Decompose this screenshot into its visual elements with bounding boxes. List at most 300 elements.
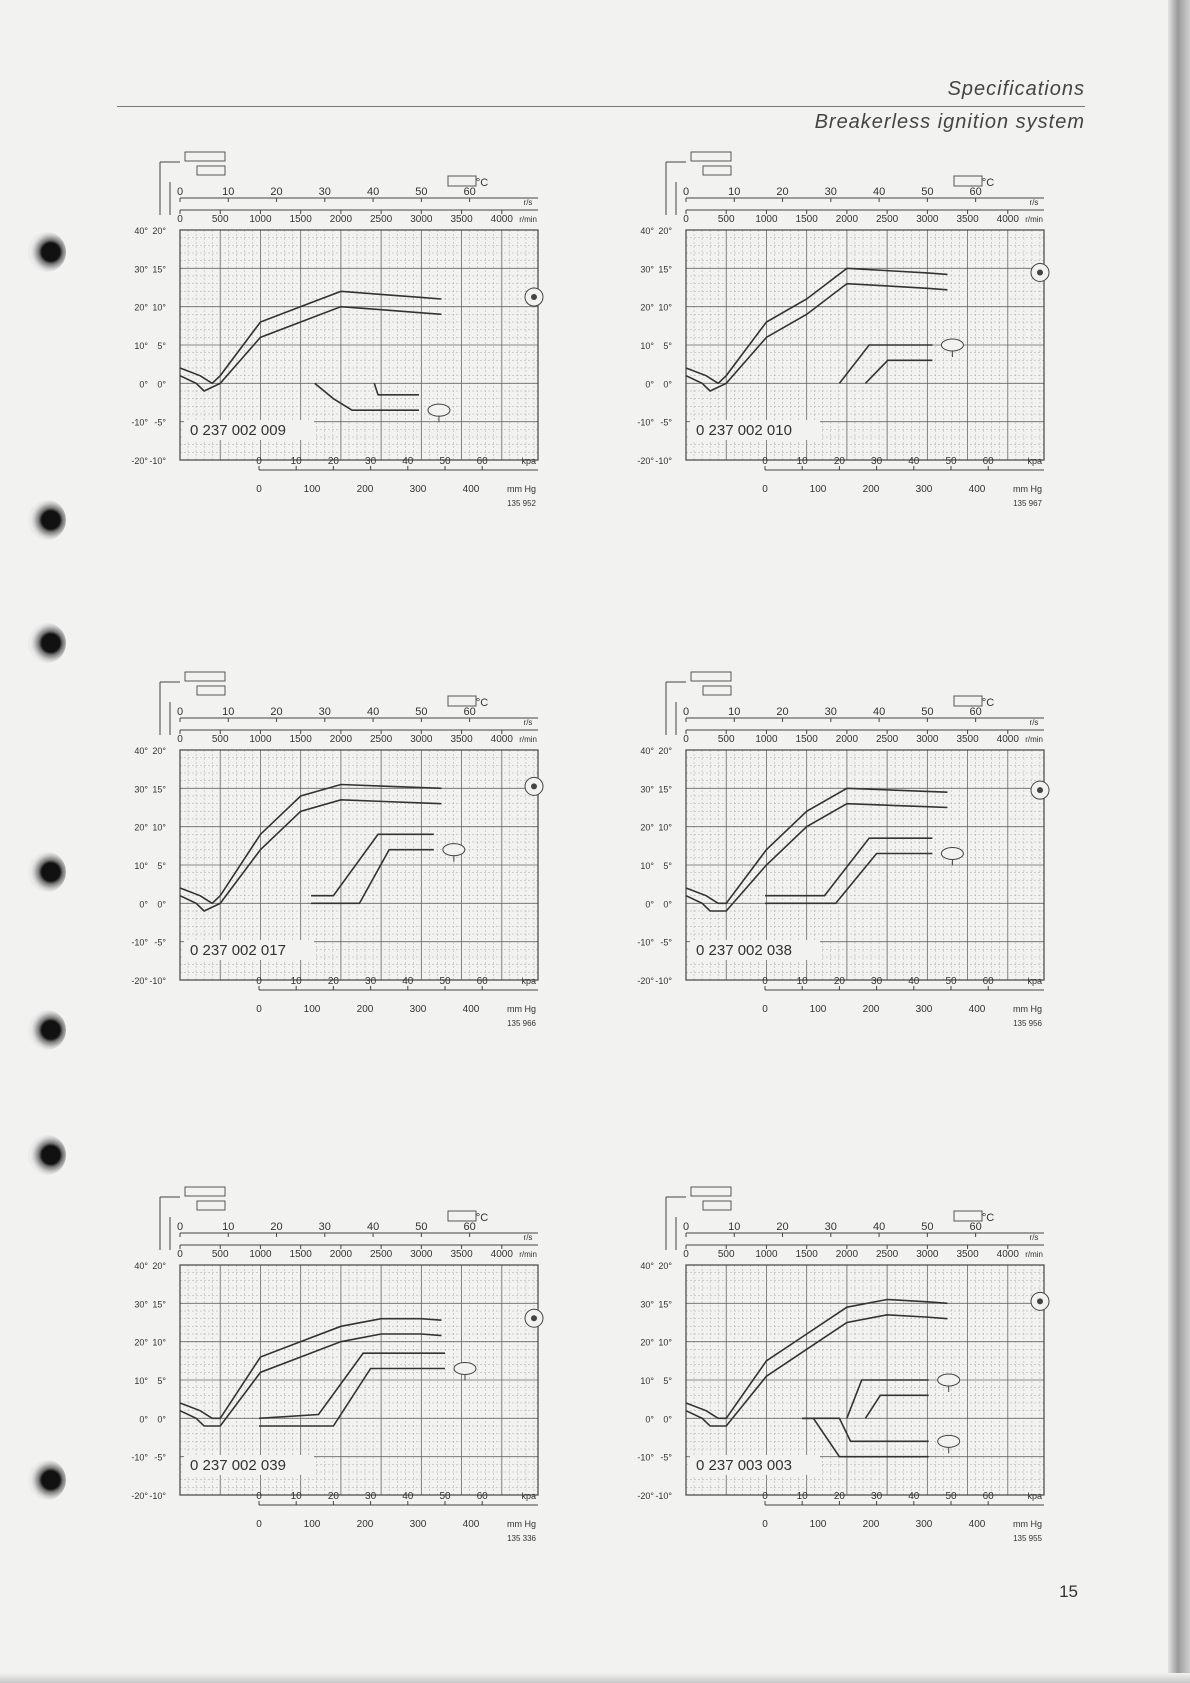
rpm-tick-label: 2500 bbox=[369, 1249, 393, 1260]
rpm-tick-label: 0 bbox=[683, 214, 689, 225]
rs-tick-label: 0 bbox=[682, 706, 690, 718]
rs-tick-label: 50 bbox=[921, 1221, 934, 1233]
rs-tick-label: 10 bbox=[728, 706, 741, 718]
kpa-tick-label: 50 bbox=[945, 456, 957, 467]
kpa-tick-label: 50 bbox=[439, 976, 451, 987]
rpm-tick-label: 4000 bbox=[996, 214, 1019, 225]
distributor-icon-base bbox=[197, 1201, 225, 1210]
rs-tick-label: 30 bbox=[824, 1221, 837, 1233]
rs-tick-label: 50 bbox=[921, 706, 934, 718]
crank-degree-label: 30° bbox=[640, 264, 654, 275]
mmhg-tick-label: 0 bbox=[762, 1519, 768, 1530]
rs-tick-label: 50 bbox=[415, 706, 428, 718]
advance-chart-2 bbox=[636, 150, 1056, 520]
centrifugal-weight-icon-hub bbox=[1037, 269, 1043, 275]
centrifugal-weight-icon-hub bbox=[1037, 1298, 1043, 1304]
distributor-degree-label: 20° bbox=[152, 1261, 166, 1271]
rpm-tick-label: 1500 bbox=[795, 734, 818, 745]
mmhg-unit-label: mm Hg bbox=[507, 484, 536, 494]
kpa-unit-label: kpa bbox=[1027, 976, 1042, 986]
centrifugal-curve bbox=[686, 1300, 947, 1419]
mmhg-unit-label: mm Hg bbox=[507, 1519, 536, 1529]
advance-chart-3 bbox=[130, 670, 550, 1040]
kpa-tick-label: 0 bbox=[256, 976, 262, 987]
rpm-tick-label: 0 bbox=[683, 734, 689, 745]
distributor-degree-label: -5° bbox=[660, 1452, 672, 1463]
rpm-tick-label: 1500 bbox=[795, 214, 818, 225]
distributor-icon bbox=[691, 1187, 731, 1210]
mmhg-unit-label: mm Hg bbox=[1013, 484, 1042, 494]
rpm-tick-label: 1000 bbox=[249, 734, 272, 745]
crank-degree-label: -20° bbox=[637, 1491, 654, 1501]
crank-degree-label: -10° bbox=[637, 1452, 654, 1463]
distributor-degree-label: 5° bbox=[663, 1376, 672, 1386]
rpm-tick-label: 2000 bbox=[835, 214, 859, 225]
mmhg-tick-label: 400 bbox=[462, 1004, 480, 1015]
kpa-tick-label: 10 bbox=[796, 976, 808, 987]
kpa-tick-label: 20 bbox=[833, 456, 845, 467]
rpm-tick-label: 500 bbox=[717, 1249, 735, 1260]
kpa-tick-label: 40 bbox=[908, 976, 920, 987]
engine-icon bbox=[448, 1211, 476, 1221]
rpm-tick-label: 500 bbox=[211, 1249, 229, 1260]
binder-hole-6 bbox=[28, 1135, 66, 1175]
mmhg-tick-label: 400 bbox=[968, 1004, 986, 1015]
degree-c-label: °C bbox=[981, 177, 995, 189]
distributor-degree-label: -5° bbox=[660, 937, 672, 948]
chart-ref-number: 135 336 bbox=[507, 1534, 536, 1543]
centrifugal-curve bbox=[686, 268, 947, 383]
part-number-label: 0 237 002 038 bbox=[696, 942, 792, 959]
mmhg-tick-label: 300 bbox=[915, 1004, 933, 1015]
header-rule bbox=[117, 106, 1085, 107]
engine-icon bbox=[448, 696, 476, 706]
rpm-tick-label: 3500 bbox=[450, 214, 473, 225]
distributor-degree-label: 5° bbox=[157, 341, 166, 351]
mmhg-tick-label: 400 bbox=[968, 1519, 986, 1530]
crank-degree-label: 0° bbox=[139, 1414, 148, 1425]
kpa-tick-label: 40 bbox=[908, 456, 920, 467]
crank-degree-label: 40° bbox=[134, 1261, 148, 1271]
rpm-tick-label: 3000 bbox=[916, 214, 939, 225]
crank-degree-label: 20° bbox=[640, 302, 654, 313]
centrifugal-curve bbox=[180, 800, 441, 911]
degree-c-label: °C bbox=[475, 697, 489, 709]
centrifugal-curve bbox=[180, 291, 441, 383]
crank-degree-label: 10° bbox=[134, 1376, 148, 1386]
distributor-degree-label: 10° bbox=[152, 1337, 166, 1348]
kpa-tick-label: 40 bbox=[402, 976, 414, 987]
rpm-tick-label: 2000 bbox=[329, 214, 353, 225]
crank-degree-label: 0° bbox=[645, 899, 654, 910]
mmhg-tick-label: 400 bbox=[462, 484, 480, 495]
crank-degree-label: 30° bbox=[134, 264, 148, 275]
rpm-tick-label: 2000 bbox=[329, 734, 353, 745]
rs-tick-label: 30 bbox=[824, 706, 837, 718]
vacuum-unit-icon-shape bbox=[443, 844, 465, 856]
distributor-degree-label: 0° bbox=[157, 899, 166, 910]
kpa-tick-label: 60 bbox=[476, 456, 488, 467]
centrifugal-weight-icon-hub bbox=[531, 1315, 537, 1321]
engine-icon-body bbox=[954, 696, 982, 706]
vacuum-unit-icon-shape bbox=[428, 404, 450, 416]
engine-icon-body bbox=[448, 176, 476, 186]
advance-chart-5 bbox=[130, 1185, 550, 1555]
mmhg-tick-label: 300 bbox=[409, 484, 427, 495]
distributor-degree-label: 10° bbox=[152, 302, 166, 313]
crank-degree-label: -10° bbox=[131, 417, 148, 428]
rpm-tick-label: 0 bbox=[177, 734, 183, 745]
crank-degree-label: 40° bbox=[640, 746, 654, 756]
rpm-tick-label: 2500 bbox=[369, 214, 393, 225]
rpm-unit-label: r/min bbox=[519, 735, 537, 744]
rpm-unit-label: r/min bbox=[519, 1250, 537, 1259]
mmhg-tick-label: 100 bbox=[303, 1519, 321, 1530]
rpm-tick-label: 3000 bbox=[410, 214, 433, 225]
rs-tick-label: 20 bbox=[776, 706, 789, 718]
mmhg-tick-label: 300 bbox=[409, 1519, 427, 1530]
distributor-icon-base bbox=[703, 686, 731, 695]
kpa-tick-label: 0 bbox=[256, 1491, 262, 1502]
rpm-tick-label: 1500 bbox=[289, 1249, 312, 1260]
distributor-icon-body bbox=[691, 152, 731, 161]
page-number: 15 bbox=[1059, 1582, 1078, 1601]
vacuum-unit-icon-shape bbox=[938, 1374, 960, 1386]
mmhg-tick-label: 0 bbox=[256, 1004, 262, 1015]
distributor-degree-label: -10° bbox=[149, 1491, 166, 1501]
distributor-degree-label: 5° bbox=[663, 861, 672, 871]
kpa-tick-label: 40 bbox=[402, 1491, 414, 1502]
rpm-tick-label: 2500 bbox=[875, 214, 899, 225]
distributor-degree-label: -10° bbox=[149, 976, 166, 986]
mmhg-unit-label: mm Hg bbox=[1013, 1519, 1042, 1529]
distributor-degree-label: 0° bbox=[663, 899, 672, 910]
engine-icon-body bbox=[448, 1211, 476, 1221]
rs-unit-label: r/s bbox=[1029, 718, 1039, 727]
kpa-tick-label: 50 bbox=[945, 1491, 957, 1502]
rpm-tick-label: 500 bbox=[717, 214, 735, 225]
rpm-tick-label: 1500 bbox=[289, 214, 312, 225]
vacuum-unit-icon-shape bbox=[941, 339, 963, 351]
engine-icon-body bbox=[954, 1211, 982, 1221]
degree-c-label: °C bbox=[475, 177, 489, 189]
kpa-tick-label: 0 bbox=[762, 456, 768, 467]
distributor-degree-label: 15° bbox=[658, 264, 672, 275]
kpa-tick-label: 40 bbox=[402, 456, 414, 467]
distributor-icon bbox=[185, 152, 225, 175]
rpm-tick-label: 2000 bbox=[835, 1249, 859, 1260]
rpm-tick-label: 500 bbox=[211, 734, 229, 745]
vacuum-unit-icon-shape bbox=[454, 1363, 476, 1375]
vacuum-curve bbox=[847, 1380, 929, 1418]
centrifugal-weight-icon bbox=[525, 1309, 543, 1327]
kpa-tick-label: 0 bbox=[256, 456, 262, 467]
kpa-tick-label: 50 bbox=[439, 1491, 451, 1502]
crank-degree-label: 30° bbox=[640, 1299, 654, 1310]
rs-unit-label: r/s bbox=[1029, 1233, 1039, 1242]
distributor-degree-label: 5° bbox=[157, 861, 166, 871]
rs-unit-label: r/s bbox=[523, 718, 533, 727]
rs-tick-label: 50 bbox=[415, 186, 428, 198]
crank-degree-label: -20° bbox=[131, 1491, 148, 1501]
rpm-tick-label: 2000 bbox=[835, 734, 859, 745]
rs-unit-label: r/s bbox=[1029, 198, 1039, 207]
distributor-degree-label: -10° bbox=[655, 1491, 672, 1501]
vacuum-unit-icon bbox=[454, 1363, 476, 1381]
mmhg-tick-label: 100 bbox=[303, 1004, 321, 1015]
distributor-degree-label: 0° bbox=[157, 379, 166, 390]
distributor-icon-body bbox=[185, 672, 225, 681]
vacuum-curve bbox=[802, 1418, 928, 1456]
rpm-tick-label: 2500 bbox=[875, 1249, 899, 1260]
vacuum-curve bbox=[865, 360, 932, 383]
centrifugal-weight-icon bbox=[1031, 263, 1049, 281]
distributor-degree-label: 20° bbox=[658, 1261, 672, 1271]
vacuum-curve bbox=[315, 383, 419, 410]
page-bottom-shadow bbox=[0, 1673, 1190, 1683]
mmhg-tick-label: 0 bbox=[256, 1519, 262, 1530]
chart-ref-number: 135 967 bbox=[1013, 499, 1042, 508]
binder-hole-2 bbox=[28, 500, 66, 540]
binder-hole-3 bbox=[28, 623, 66, 663]
crank-degree-label: 30° bbox=[640, 784, 654, 795]
crank-degree-label: 0° bbox=[139, 379, 148, 390]
centrifugal-weight-icon-hub bbox=[1037, 787, 1043, 793]
rpm-tick-label: 3000 bbox=[916, 1249, 939, 1260]
crank-degree-label: -10° bbox=[131, 937, 148, 948]
mmhg-tick-label: 100 bbox=[809, 1519, 827, 1530]
distributor-degree-label: 0° bbox=[157, 1414, 166, 1425]
distributor-degree-label: 10° bbox=[658, 302, 672, 313]
rs-tick-label: 60 bbox=[463, 1221, 476, 1233]
distributor-degree-label: -10° bbox=[655, 976, 672, 986]
distributor-icon bbox=[185, 1187, 225, 1210]
rs-tick-label: 10 bbox=[222, 1221, 235, 1233]
rs-tick-label: 10 bbox=[222, 706, 235, 718]
centrifugal-weight-icon bbox=[525, 777, 543, 795]
part-number-label: 0 237 002 017 bbox=[190, 942, 286, 959]
part-number-label: 0 237 002 009 bbox=[190, 422, 286, 439]
crank-degree-label: 30° bbox=[134, 1299, 148, 1310]
kpa-tick-label: 30 bbox=[871, 976, 883, 987]
kpa-tick-label: 30 bbox=[871, 456, 883, 467]
rpm-tick-label: 4000 bbox=[490, 734, 513, 745]
mmhg-tick-label: 200 bbox=[862, 1004, 880, 1015]
rs-tick-label: 0 bbox=[176, 1221, 184, 1233]
kpa-tick-label: 30 bbox=[365, 456, 377, 467]
crank-degree-label: 10° bbox=[134, 861, 148, 871]
distributor-degree-label: 0° bbox=[663, 379, 672, 390]
crank-degree-label: 40° bbox=[640, 226, 654, 236]
mmhg-tick-label: 200 bbox=[356, 484, 374, 495]
rs-tick-label: 10 bbox=[222, 186, 235, 198]
kpa-tick-label: 20 bbox=[327, 976, 339, 987]
rs-tick-label: 50 bbox=[415, 1221, 428, 1233]
distributor-degree-label: -5° bbox=[154, 417, 166, 428]
mmhg-tick-label: 0 bbox=[762, 484, 768, 495]
mmhg-unit-label: mm Hg bbox=[1013, 1004, 1042, 1014]
crank-degree-label: 0° bbox=[645, 1414, 654, 1425]
kpa-tick-label: 0 bbox=[762, 976, 768, 987]
vacuum-unit-icon bbox=[428, 404, 450, 422]
crank-degree-label: 20° bbox=[640, 822, 654, 833]
mmhg-unit-label: mm Hg bbox=[507, 1004, 536, 1014]
crank-degree-label: 20° bbox=[134, 302, 148, 313]
distributor-degree-label: 15° bbox=[152, 784, 166, 795]
mmhg-tick-label: 300 bbox=[409, 1004, 427, 1015]
rs-unit-label: r/s bbox=[523, 1233, 533, 1242]
crank-degree-label: 10° bbox=[640, 861, 654, 871]
distributor-degree-label: 20° bbox=[152, 226, 166, 236]
rs-tick-label: 60 bbox=[463, 706, 476, 718]
mmhg-tick-label: 200 bbox=[356, 1004, 374, 1015]
mmhg-tick-label: 300 bbox=[915, 1519, 933, 1530]
vacuum-unit-icon bbox=[941, 339, 963, 357]
vacuum-unit-icon bbox=[938, 1374, 960, 1392]
kpa-unit-label: kpa bbox=[1027, 456, 1042, 466]
rs-tick-label: 50 bbox=[921, 186, 934, 198]
binder-hole-5 bbox=[28, 1010, 66, 1050]
vacuum-unit-icon bbox=[938, 1435, 960, 1453]
kpa-tick-label: 10 bbox=[290, 456, 302, 467]
distributor-degree-label: 5° bbox=[663, 341, 672, 351]
binder-hole-4 bbox=[28, 852, 66, 892]
vacuum-unit-icon-shape bbox=[941, 848, 963, 860]
distributor-icon-body bbox=[185, 1187, 225, 1196]
rs-tick-label: 10 bbox=[728, 186, 741, 198]
engine-icon bbox=[954, 696, 982, 706]
distributor-icon-base bbox=[197, 166, 225, 175]
degree-c-label: °C bbox=[981, 697, 995, 709]
rpm-tick-label: 3000 bbox=[410, 734, 433, 745]
rs-tick-label: 40 bbox=[366, 706, 380, 718]
rs-tick-label: 20 bbox=[776, 186, 789, 198]
crank-degree-label: 10° bbox=[134, 341, 148, 351]
distributor-icon-body bbox=[185, 152, 225, 161]
rs-tick-label: 40 bbox=[366, 186, 380, 198]
distributor-degree-label: 20° bbox=[152, 746, 166, 756]
rpm-tick-label: 1000 bbox=[755, 1249, 778, 1260]
centrifugal-weight-icon bbox=[525, 288, 543, 306]
kpa-tick-label: 50 bbox=[945, 976, 957, 987]
centrifugal-weight-icon-hub bbox=[531, 294, 537, 300]
rpm-tick-label: 4000 bbox=[996, 734, 1019, 745]
rpm-tick-label: 1500 bbox=[289, 734, 312, 745]
kpa-unit-label: kpa bbox=[521, 456, 536, 466]
rpm-tick-label: 4000 bbox=[490, 214, 513, 225]
rs-tick-label: 0 bbox=[682, 1221, 690, 1233]
distributor-degree-label: 15° bbox=[152, 1299, 166, 1310]
binder-hole-1 bbox=[28, 232, 66, 272]
kpa-tick-label: 10 bbox=[796, 456, 808, 467]
crank-degree-label: 0° bbox=[139, 899, 148, 910]
crank-degree-label: -20° bbox=[637, 456, 654, 466]
mmhg-tick-label: 300 bbox=[915, 484, 933, 495]
centrifugal-weight-icon bbox=[1031, 1292, 1049, 1310]
distributor-icon-body bbox=[691, 672, 731, 681]
advance-chart-4 bbox=[636, 670, 1056, 1040]
page-subtitle: Breakerless ignition system bbox=[814, 111, 1085, 133]
rs-tick-label: 40 bbox=[872, 1221, 886, 1233]
rpm-tick-label: 3500 bbox=[450, 734, 473, 745]
rpm-tick-label: 3500 bbox=[450, 1249, 473, 1260]
crank-degree-label: 10° bbox=[640, 341, 654, 351]
rs-tick-label: 40 bbox=[872, 706, 886, 718]
rs-tick-label: 0 bbox=[682, 186, 690, 198]
kpa-tick-label: 20 bbox=[833, 976, 845, 987]
rs-tick-label: 0 bbox=[176, 186, 184, 198]
distributor-degree-label: 10° bbox=[152, 822, 166, 833]
distributor-degree-label: 20° bbox=[658, 226, 672, 236]
advance-chart-6 bbox=[636, 1185, 1056, 1555]
rpm-tick-label: 1000 bbox=[249, 214, 272, 225]
vacuum-curve bbox=[259, 1369, 445, 1427]
rpm-tick-label: 0 bbox=[683, 1249, 689, 1260]
crank-degree-label: 40° bbox=[134, 746, 148, 756]
chart-ref-number: 135 966 bbox=[507, 1019, 536, 1028]
kpa-tick-label: 0 bbox=[762, 1491, 768, 1502]
distributor-degree-label: 10° bbox=[658, 1337, 672, 1348]
rpm-tick-label: 3500 bbox=[956, 734, 979, 745]
page-edge-shadow bbox=[1168, 0, 1190, 1683]
rs-tick-label: 60 bbox=[463, 186, 476, 198]
centrifugal-weight-icon bbox=[1031, 781, 1049, 799]
rs-tick-label: 30 bbox=[318, 1221, 331, 1233]
kpa-tick-label: 20 bbox=[833, 1491, 845, 1502]
distributor-degree-label: 0° bbox=[663, 1414, 672, 1425]
distributor-degree-label: 10° bbox=[658, 822, 672, 833]
kpa-tick-label: 60 bbox=[476, 976, 488, 987]
degree-c-label: °C bbox=[981, 1212, 995, 1224]
centrifugal-curve bbox=[686, 1315, 947, 1426]
page-title: Specifications bbox=[947, 78, 1085, 100]
rs-tick-label: 30 bbox=[824, 186, 837, 198]
rpm-unit-label: r/min bbox=[1025, 1250, 1043, 1259]
rs-tick-label: 40 bbox=[366, 1221, 380, 1233]
engine-icon bbox=[448, 176, 476, 186]
rs-tick-label: 40 bbox=[872, 186, 886, 198]
kpa-tick-label: 60 bbox=[982, 456, 994, 467]
kpa-tick-label: 30 bbox=[365, 976, 377, 987]
crank-degree-label: -20° bbox=[131, 976, 148, 986]
distributor-degree-label: 15° bbox=[658, 1299, 672, 1310]
rpm-tick-label: 0 bbox=[177, 1249, 183, 1260]
advance-chart-1 bbox=[130, 150, 550, 520]
rs-tick-label: 20 bbox=[270, 186, 283, 198]
rpm-tick-label: 2500 bbox=[875, 734, 899, 745]
mmhg-tick-label: 0 bbox=[256, 484, 262, 495]
distributor-icon bbox=[185, 672, 225, 695]
kpa-tick-label: 10 bbox=[290, 976, 302, 987]
rs-tick-label: 60 bbox=[969, 186, 982, 198]
vacuum-unit-icon bbox=[941, 848, 963, 866]
vacuum-curve bbox=[839, 345, 932, 383]
rpm-tick-label: 500 bbox=[717, 734, 735, 745]
rpm-unit-label: r/min bbox=[1025, 735, 1043, 744]
rs-tick-label: 20 bbox=[270, 706, 283, 718]
chart-ref-number: 135 956 bbox=[1013, 1019, 1042, 1028]
kpa-tick-label: 60 bbox=[982, 1491, 994, 1502]
rpm-tick-label: 3500 bbox=[956, 1249, 979, 1260]
engine-icon bbox=[954, 1211, 982, 1221]
kpa-tick-label: 20 bbox=[327, 456, 339, 467]
crank-degree-label: -10° bbox=[637, 417, 654, 428]
kpa-tick-label: 10 bbox=[796, 1491, 808, 1502]
rs-tick-label: 60 bbox=[969, 706, 982, 718]
kpa-tick-label: 20 bbox=[327, 1491, 339, 1502]
distributor-degree-label: -5° bbox=[154, 1452, 166, 1463]
crank-degree-label: -20° bbox=[637, 976, 654, 986]
